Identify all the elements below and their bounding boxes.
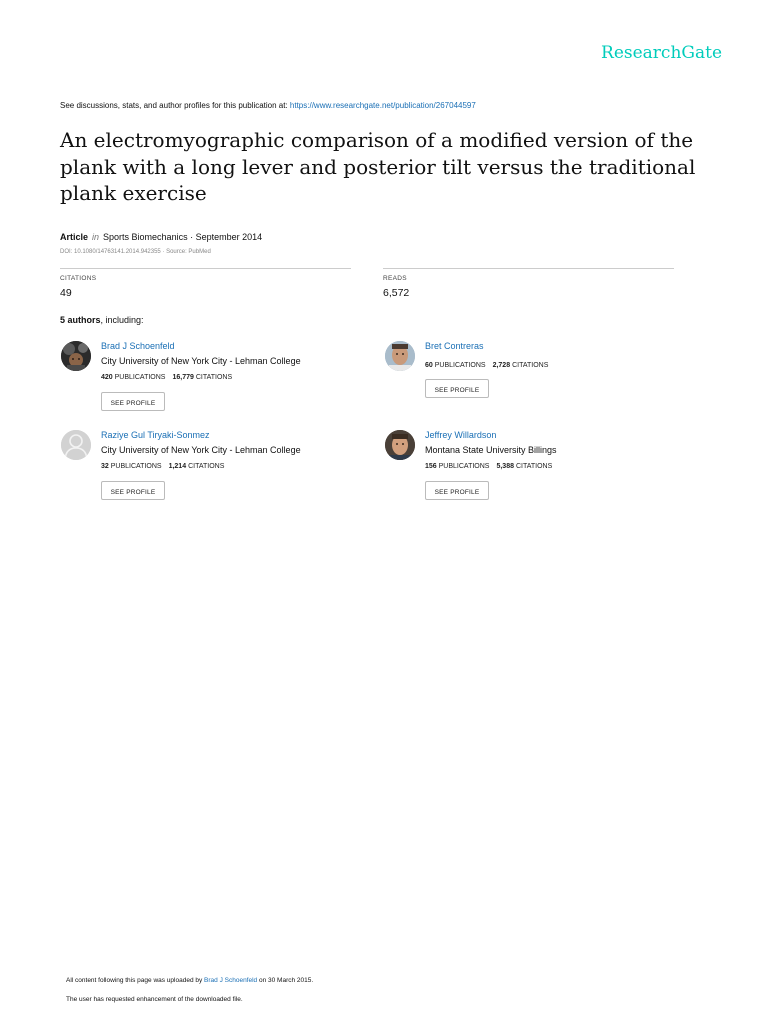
reads-label: READS xyxy=(383,275,407,282)
author-stats xyxy=(101,463,224,470)
citations-count: 2,728 xyxy=(492,362,511,369)
publications-label: PUBLICATIONS xyxy=(434,362,486,369)
author-institution: Montana State University Billings xyxy=(425,445,557,455)
publications-label: PUBLICATIONS xyxy=(110,463,162,470)
author-card-jeffrey-willardson xyxy=(385,430,685,510)
article-meta xyxy=(60,232,262,242)
citations-count: 16,779 xyxy=(172,374,194,381)
citations-label: CITATIONS xyxy=(195,374,233,381)
see-profile-button[interactable]: SEE PROFILE xyxy=(101,392,165,411)
see-profile-button[interactable]: SEE PROFILE xyxy=(101,481,165,500)
in-label: in xyxy=(92,232,100,242)
publication-url-link[interactable]: https://www.researchgate.net/publication/267044597 xyxy=(289,101,476,110)
see-profile-button[interactable]: SEE PROFILE xyxy=(425,379,489,398)
citations-count: 5,388 xyxy=(496,463,514,470)
authors-count-suffix: , including: xyxy=(100,315,144,325)
author-name-link[interactable]: Brad J Schoenfeld xyxy=(101,341,175,351)
publications-label: PUBLICATIONS xyxy=(114,374,166,381)
discussion-line xyxy=(60,101,476,110)
author-stats xyxy=(425,362,548,369)
author-stats xyxy=(101,374,232,381)
upload-note xyxy=(66,977,313,984)
author-photo[interactable] xyxy=(385,341,415,371)
author-institution: City University of New York City - Lehman College xyxy=(101,356,301,366)
author-card-raziye-tiryaki-sonmez xyxy=(61,430,361,510)
article-type: Article xyxy=(60,232,89,242)
citations-label: CITATIONS xyxy=(188,463,225,470)
publications-count: 32 xyxy=(101,463,109,470)
author-name-link[interactable]: Bret Contreras xyxy=(425,341,484,351)
citations-count: 1,214 xyxy=(168,463,187,470)
author-photo-image xyxy=(385,341,415,371)
researchgate-logo[interactable]: ResearchGate xyxy=(601,43,722,63)
author-photo-image xyxy=(61,341,91,371)
authors-count-number: 5 authors xyxy=(60,315,101,325)
uploader-link[interactable]: Brad J Schoenfeld xyxy=(204,977,258,984)
publications-count: 420 xyxy=(101,374,113,381)
author-name-link[interactable]: Raziye Gul Tiryaki-Sonmez xyxy=(101,430,210,440)
enhancement-note: The user has requested enhancement of the downloaded file. xyxy=(66,996,243,1003)
author-photo[interactable] xyxy=(61,341,91,371)
citations-label: CITATIONS xyxy=(515,463,553,470)
author-photo-image xyxy=(385,430,415,460)
author-name-link[interactable]: Jeffrey Willardson xyxy=(425,430,497,440)
author-photo[interactable] xyxy=(385,430,415,460)
author-card-bret-contreras xyxy=(385,341,685,421)
doi-source: DOI: 10.1080/14763141.2014.942355 · Source: PubMed xyxy=(60,249,211,255)
author-placeholder-avatar[interactable] xyxy=(61,430,91,460)
reads-count: 6,572 xyxy=(383,287,410,299)
citations-count: 49 xyxy=(60,287,72,299)
discussion-prefix: See discussions, stats, and author profiles for this publication at: xyxy=(60,101,290,110)
citations-label: CITATIONS xyxy=(512,362,549,369)
see-profile-button[interactable]: SEE PROFILE xyxy=(425,481,489,500)
author-institution: City University of New York City - Lehman College xyxy=(101,445,301,455)
journal-link[interactable]: Sports Biomechanics xyxy=(103,232,188,242)
publications-count: 60 xyxy=(425,362,433,369)
author-card-brad-schoenfeld xyxy=(61,341,361,421)
citations-divider xyxy=(60,268,351,269)
publication-date: · September 2014 xyxy=(187,232,263,242)
reads-divider xyxy=(383,268,674,269)
user-silhouette-icon xyxy=(61,430,91,460)
paper-title: An electromyographic comparison of a modified version of the plank with a long lever and posterior tilt versus the traditional plank exercise xyxy=(60,128,696,205)
upload-note-suffix: on 30 March 2015. xyxy=(257,977,314,984)
citations-label: CITATIONS xyxy=(60,275,97,282)
publications-count: 156 xyxy=(425,463,437,470)
upload-note-prefix: All content following this page was uploaded by xyxy=(66,977,205,984)
authors-count xyxy=(60,315,144,325)
author-stats xyxy=(425,463,552,470)
publications-label: PUBLICATIONS xyxy=(438,463,490,470)
